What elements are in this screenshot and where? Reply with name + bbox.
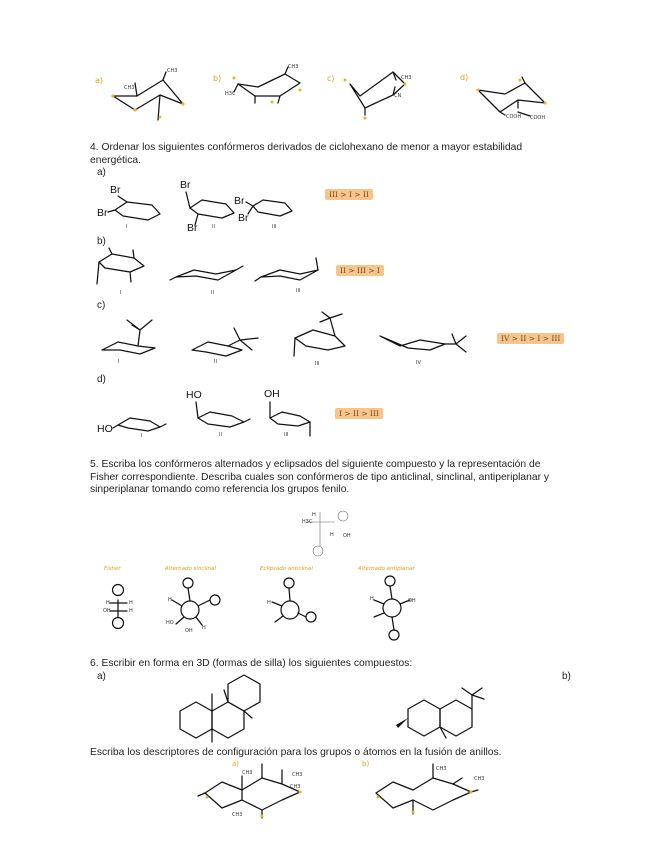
q6a-tricyclic	[180, 675, 260, 742]
top-label-c: c)	[327, 74, 335, 83]
b-group-2: H3C	[225, 91, 236, 97]
q4d-atom-1: HO	[97, 423, 113, 435]
q6b-bicyclic	[396, 688, 484, 738]
q4b-roman-2: II	[211, 290, 214, 296]
q6-descriptor-text: Escriba los descriptores de configuración para los grupos o átomos en la fusión de anillos.	[90, 747, 502, 758]
q4a-atom-2: Br	[97, 207, 108, 219]
d-group-1: COOH	[506, 114, 522, 120]
q4c-answer: IV > II > I > III	[497, 333, 564, 344]
q4a-answer: III > I > II	[325, 189, 373, 200]
q4c-label: c)	[97, 300, 106, 311]
q6-note-6: CH3	[436, 766, 447, 772]
q4b-answer: II > III > I	[336, 265, 384, 276]
q5-label-9: OH	[185, 628, 193, 634]
q6-note-3: CH3	[242, 770, 253, 776]
q6-note-4: CH3	[232, 812, 243, 818]
q5-label-13: H	[267, 600, 271, 606]
b-group-1: CH3	[288, 64, 299, 70]
q4a-roman-2: II	[212, 224, 215, 230]
q5-heading-sinclinal: Alternado sinclinal	[165, 566, 216, 572]
q5-label-15: H	[370, 596, 374, 602]
q4d-roman-1: I	[141, 433, 143, 439]
q4a-roman-1: I	[126, 224, 128, 230]
q4d-label: d)	[97, 374, 106, 385]
a-group-1: CH3	[167, 68, 178, 74]
q4a-atom-3: Br	[180, 179, 191, 191]
q6-note-1: CH3	[292, 772, 303, 778]
q5-heading-antiplanar: Alternado antiplanar	[358, 566, 415, 572]
q6-note-2: CH3	[290, 784, 301, 790]
q4-text: 4. Ordenar los siguientes confórmeros derivados de ciclohexano de menor a mayor estabilidad energética.	[90, 142, 523, 166]
q5-label-3: H	[312, 512, 316, 518]
q5-label-12: H	[202, 625, 206, 631]
q4a-label: a)	[97, 167, 106, 178]
q5-heading-fisher: Fisher	[104, 566, 121, 572]
a-group-2: CH3	[124, 85, 135, 91]
q4b-roman-3: III	[296, 288, 301, 294]
q6-text: 6. Escribir en forma en 3D (formas de silla) los siguientes compuestos:	[90, 658, 413, 669]
top-label-a: a)	[95, 76, 104, 85]
q6-sub-b: b)	[362, 760, 370, 768]
q6-label-a: a)	[97, 671, 106, 682]
q6-note-5: CH3	[474, 776, 485, 782]
q6-bottom-chair-b	[376, 764, 478, 814]
q5-label-2: H	[330, 532, 334, 538]
c-group-1: CH3	[401, 75, 412, 81]
q4a-atom-1: Br	[110, 184, 121, 196]
q5-label-7: OH	[103, 608, 111, 614]
q5-heading-anticlinal: Eclipsado anticlinal	[260, 566, 313, 572]
q4c-roman-3: III	[315, 361, 320, 367]
q4d-roman-3: III	[284, 432, 289, 438]
q6-sub-a: a)	[232, 760, 240, 768]
c-group-2: CN	[394, 93, 402, 99]
d-group-2: COOH	[530, 115, 546, 121]
q5-label-5: H	[106, 600, 110, 606]
q4c-roman-2: II	[214, 359, 217, 365]
q4c-roman-4: IV	[416, 360, 421, 366]
q4d-atom-3: OH	[264, 388, 280, 400]
q5-label-11: HO	[166, 620, 174, 626]
q4d-answer: I > II > III	[335, 408, 383, 419]
q5-text: 5. Escriba los confórmeros alternados y eclipsados del siguiente compuesto y la representación de Fisher correspondiente. Describa cuales son confórmeros de tipo anticlinal, sinclinal, antiperiplanar y sinperiplanar tomando como referencia los grupos fenilo.	[90, 459, 550, 495]
top-label-b: b)	[213, 74, 222, 83]
q5-label-6: H	[129, 600, 133, 606]
q4a-atom-6: Br	[238, 212, 249, 224]
q4d-roman-2: II	[219, 432, 222, 438]
top-label-d: d)	[460, 73, 469, 82]
q5-label-4: OH	[343, 533, 351, 539]
q4b-roman-1: I	[120, 290, 122, 296]
q5-label-1: H3C	[302, 519, 313, 525]
q4c-roman-1: I	[118, 359, 120, 365]
q4a-atom-5: Br	[234, 195, 245, 207]
q4d-atom-2: HO	[186, 389, 202, 401]
q5-label-8: H	[129, 608, 133, 614]
q4b-label: b)	[97, 236, 106, 247]
q4a-atom-4: Br	[187, 222, 198, 234]
q5-label-14: OH	[408, 598, 416, 604]
q5-label-10: H	[168, 597, 172, 603]
q4a-roman-3: III	[272, 224, 277, 230]
q6-label-b: b)	[562, 671, 571, 682]
